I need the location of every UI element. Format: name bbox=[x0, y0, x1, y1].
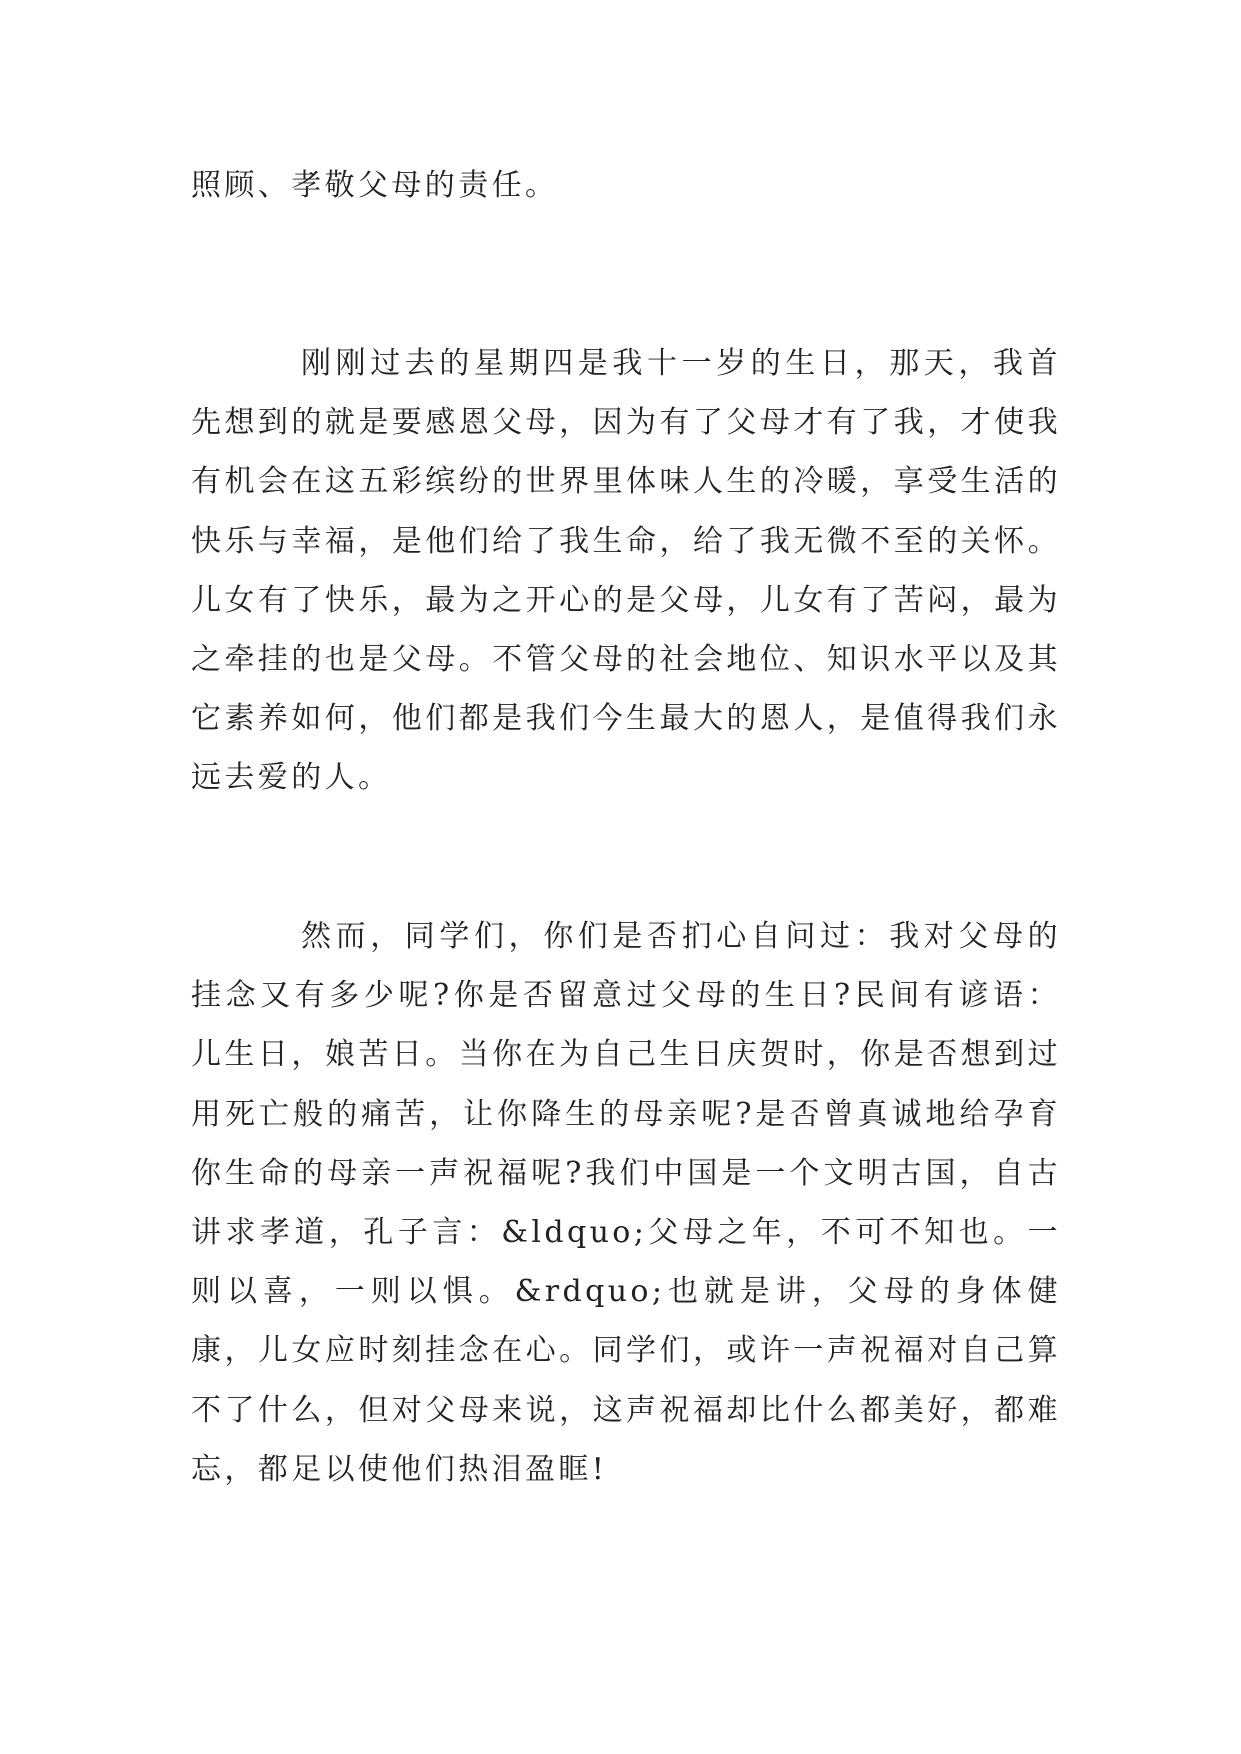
paragraph-continuation: 照顾、孝敬父母的责任。 bbox=[191, 168, 559, 203]
paragraph-reflection: 然而，同学们，你们是否扪心自问过：我对父母的挂念又有多少呢?你是否留意过父母的生日?民间有谚语：儿生日，娘苦日。当你在为自己生日庆贺时，你是否想到过用死亡般的痛苦，让你降生的母亲呢?是否曾真诚地给孕育你生命的母亲一声祝福呢?我们中国是一个文明古国，自古讲求孝道，孔子言：&ldquo;父母之年，不可不知也。一则以喜，一则以惧。&rdquo;也就是讲，父母的身体健康，儿女应时刻挂念在心。同学们，或许一声祝福对自己算不了什么，但对父母来说，这声祝福却比什么都美好，都难忘，都足以使他们热泪盈眶! bbox=[191, 919, 1061, 1487]
paragraph-birthday: 刚刚过去的星期四是我十一岁的生日，那天，我首先想到的就是要感恩父母，因为有了父母才有了我，才使我有机会在这五彩缤纷的世界里体味人生的冷暖，享受生活的快乐与幸福，是他们给了我生命，给了我无微不至的关怀。儿女有了快乐，最为之开心的是父母，儿女有了苦闷，最为之牵挂的也是父母。不管父母的社会地位、知识水平以及其它素养如何，他们都是我们今生最大的恩人，是值得我们永远去爱的人。 bbox=[191, 346, 1061, 796]
